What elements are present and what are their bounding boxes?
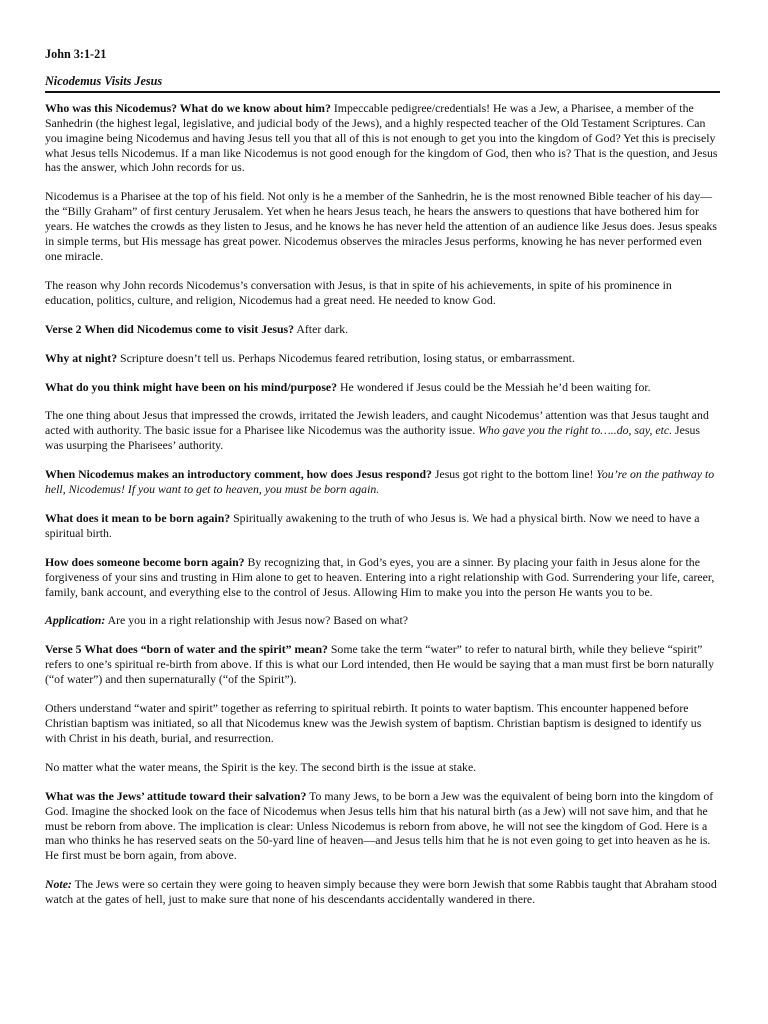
question-text: What was the Jews’ attitude toward their salvation? <box>45 788 307 803</box>
paragraph-pharisee <box>45 189 720 264</box>
answer-text: To many Jews, to be born a Jew was the equivalent of being born into the kingdom of God. Imagine the shocked look on the face of Nicodemus when Jesus tells him that his natural birth (as a Jew) will not save him, and that he must be reborn from above. The implication is clear: Unless Nicodemus is reborn from above, he will not see the kingdom of God. Here is a man who thinks he has reserved seats on the 50-yard line of heaven—and Jesus tells him that he is not even going to get into heaven as he is. He first must be born again, from above. <box>45 788 714 863</box>
application-label: Application: <box>45 613 106 628</box>
answer-text: The Jews were so certain they were going to heaven simply because they were born Jewish that some Rabbis taught that Abraham stood watch at the gates of hell, just to make sure that none of his descendants accidentally wandered in there. <box>45 877 717 907</box>
paragraph-why-at-night <box>45 351 720 366</box>
lesson-subtitle: Nicodemus Visits Jesus <box>45 73 163 88</box>
body-text-after: Jesus was usurping the Pharisees’ authority. <box>45 423 700 453</box>
question-text: Verse 5 What does “born of water and the spirit” mean? <box>45 642 328 657</box>
header-divider <box>45 91 720 93</box>
document-body <box>45 47 720 907</box>
question-text: What does it mean to be born again? <box>45 510 231 525</box>
question-text: Verse 2 When did Nicodemus come to visit Jesus? <box>45 321 295 336</box>
paragraph-mind-purpose <box>45 380 720 395</box>
question-text: When Nicodemus makes an introductory comment, how does Jesus respond? <box>45 467 432 482</box>
body-text: The reason why John records Nicodemus’s conversation with Jesus, is that in spite of his achievements, in spite of his prominence in education, politics, culture, and religion, Nicodemus had a great need. He needed to know God. <box>45 277 672 307</box>
answer-text: Jesus got right to the bottom line! <box>431 467 597 482</box>
body-text: Nicodemus is a Pharisee at the top of his field. Not only is he a member of the Sanhedrin, he is the most renowned Bible teacher of his day—the “Billy Graham” of first century Jerusalem. Yet when he hears Jesus teach, he hears the answers to questions that have bothered him for years. He watches the crowds as they listen to Jesus, and he knows he has never held the attention of an audience like Jesus does. Jesus speaks in simple terms, but His message has great power. Nicodemus observes the miracles Jesus performs, knowing he has never performed even one miracle. <box>45 189 717 263</box>
question-text: Why at night? <box>45 350 118 365</box>
question-text: What do you think might have been on his mind/purpose? <box>45 379 338 394</box>
paragraph-water-spirit <box>45 701 720 746</box>
answer-text: Some take the term “water” to refer to natural birth, while they believe “spirit” refers to one’s spiritual re-birth from above. If this is what our Lord intended, then He would be saying that a man must first be born naturally (“of water”) and then supernaturally (“of the Spirit”). <box>45 642 714 687</box>
answer-text: After dark. <box>294 321 349 336</box>
body-text: The one thing about Jesus that impressed the crowds, irritated the Jewish leaders, and caught Nicodemus’ attention was that Jesus taught and acted with authority. The basic issue for a Pharisee like Nicodemus was the authority issue. <box>45 408 709 438</box>
paragraph-application <box>45 613 720 628</box>
paragraph-verse-2 <box>45 322 720 337</box>
question-text: Who was this Nicodemus? What do we know about him? <box>45 100 331 115</box>
answer-text: Impeccable pedigree/credentials! He was a Jew, a Pharisee, a member of the Sanhedrin (the highest legal, legislative, and judicial body of the Jews), and a highly respected teacher of the Old Testament Scriptures. Can you imagine being Nicodemus and having Jesus tell you that all of this is not enough to get you into the kingdom of God? Yet this is precisely what Jesus tells Nicodemus. If a man like Nicodemus is not good enough for the kingdom of God, then who is? That is the question, and Jesus has the answer, which John records for us. <box>45 100 718 175</box>
body-text: Others understand “water and spirit” together as referring to spiritual rebirth. It points to water baptism. This encounter happened before Christian baptism was initiated, so all that Nicodemus knew was the Jewish system of baptism. Christian baptism is designed to identify us with Christ in his death, burial, and resurrection. <box>45 701 702 745</box>
paragraph-authority <box>45 408 720 453</box>
answer-text: Scripture doesn’t tell us. Perhaps Nicodemus feared retribution, losing status, or embarrassment. <box>117 350 575 365</box>
paragraph-born-again-meaning <box>45 511 720 541</box>
question-text: How does someone become born again? <box>45 554 245 569</box>
paragraph-who-was-nicodemus <box>45 101 720 176</box>
paragraph-reason <box>45 278 720 308</box>
answer-text: He wondered if Jesus could be the Messiah he’d been waiting for. <box>337 379 651 394</box>
paragraph-note <box>45 877 720 907</box>
answer-text: Spiritually awakening to the truth of who Jesus is. We had a physical birth. Now we need to have a spiritual birth. <box>45 510 700 540</box>
paragraph-become-born-again <box>45 555 720 600</box>
paragraph-jesus-response <box>45 467 720 497</box>
note-label: Note: <box>45 877 72 892</box>
italic-text: You’re on the pathway to hell, Nicodemus! If you want to get to heaven, you must be born again. <box>45 467 715 497</box>
scripture-reference: John 3:1-21 <box>45 47 107 61</box>
paragraph-jews-attitude <box>45 789 720 864</box>
paragraph-spirit-key <box>45 760 720 775</box>
answer-text: Are you in a right relationship with Jesus now? Based on what? <box>105 613 409 628</box>
answer-text: By recognizing that, in God’s eyes, you are a sinner. By placing your faith in Jesus alone for the forgiveness of your sins and trusting in Him alone to get to heaven. Entering into a right relationship with God. Surrendering your life, career, family, bank account, and everything else to the control of Jesus. Allowing Him to make you into the person He wants you to be. <box>45 554 715 599</box>
body-text: No matter what the water means, the Spirit is the key. The second birth is the issue at stake. <box>45 759 477 774</box>
paragraph-verse-5 <box>45 642 720 687</box>
italic-text: Who gave you the right to…..do, say, etc. <box>478 423 673 438</box>
